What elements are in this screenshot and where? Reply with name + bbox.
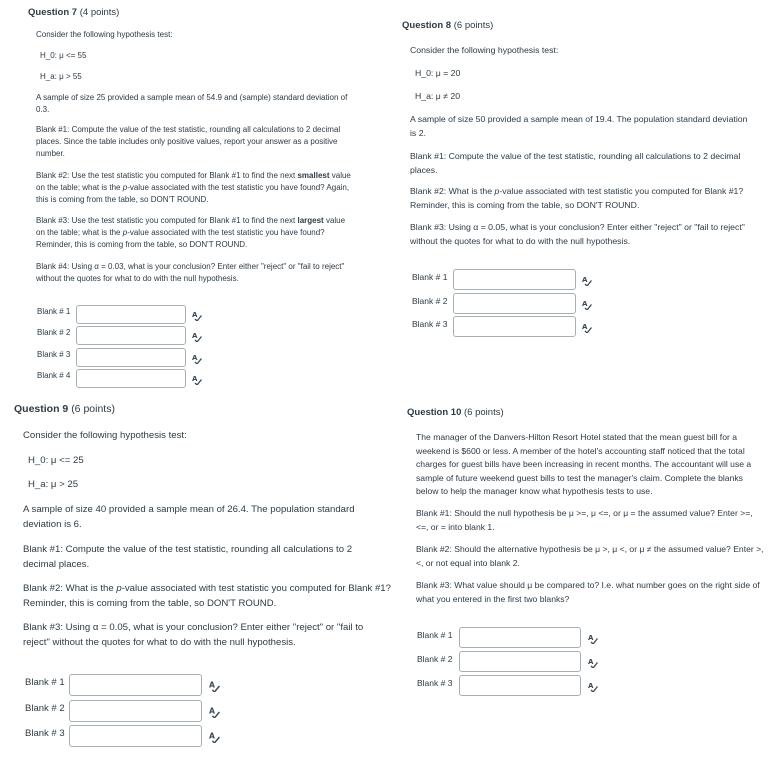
q10-blank-3-input[interactable]: [459, 675, 581, 696]
q8-blank-2-label: Blank # 2: [412, 296, 448, 306]
question-8-title: Question 8 (6 points): [402, 20, 494, 31]
svg-text:A: A: [209, 680, 215, 690]
question-10-title: Question 10 (6 points): [407, 407, 504, 418]
q7-blank-3-input[interactable]: [76, 348, 186, 367]
spell-check-icon[interactable]: [209, 731, 220, 743]
question-9-points: (6 points): [71, 403, 115, 415]
spell-check-icon[interactable]: [192, 310, 202, 321]
svg-text:A: A: [192, 332, 198, 340]
q7-blank-2-label: Blank # 2: [37, 328, 71, 337]
q8-blank-3-input[interactable]: [453, 316, 576, 337]
q8-null-hypothesis: H_0: μ = 20: [415, 68, 461, 78]
q7-blank-4-label: Blank # 4: [37, 371, 71, 380]
q9-blank3-instructions: Blank #3: Using α = 0.05, what is your conclusion? Enter either "reject" or "fail to reject" without the quotes for what to do with the null hypothesis.: [23, 622, 364, 648]
question-7-points: (4 points): [79, 7, 120, 18]
svg-text:A: A: [582, 300, 588, 308]
q10-blank1-instructions: Blank #1: Should the null hypothesis be μ >=, μ <=, or μ = the assumed value? Enter >=, <=, or = into blank 1.: [416, 508, 753, 532]
q7-blank1-instructions: Blank #1: Compute the value of the test statistic, rounding all calculations to 2 decimal places. Since the table includes only positive values, report your answer as a positive number.: [36, 125, 341, 158]
spell-check-icon[interactable]: [582, 299, 592, 310]
q9-alt-hypothesis: H_a: μ > 25: [28, 479, 79, 490]
svg-text:A: A: [209, 731, 215, 741]
svg-text:A: A: [588, 634, 594, 642]
q8-blank-1-label: Blank # 1: [412, 272, 448, 282]
q7-alt-hypothesis: H_a: μ > 55: [40, 72, 82, 81]
spell-check-icon[interactable]: [192, 331, 202, 342]
q7-sample-info: A sample of size 25 provided a sample mean of 54.9 and (sample) standard deviation of 0.3.: [36, 93, 348, 114]
q7-blank4-instructions: Blank #4: Using α = 0.03, what is your conclusion? Enter either "reject" or "fail to reject" without the quotes for what to do with the null hypothesis.: [36, 262, 345, 283]
q8-blank2-instructions: Blank #2: What is the p-value associated with test statistic you computed for Blank #1? Reminder, this is coming from the table, so DON'T ROUND.: [410, 186, 744, 210]
q8-blank-3-label: Blank # 3: [412, 319, 448, 329]
svg-text:A: A: [582, 323, 588, 331]
spell-check-icon[interactable]: [192, 353, 202, 364]
q7-blank3-instructions: Blank #3: Use the test statistic you computed for Blank #1 to find the next largest value on the table; what is the p-value associated with the test statistic you have found? Reminder, this is coming from the table, so DON'T ROUND.: [36, 216, 346, 249]
svg-text:A: A: [209, 706, 215, 716]
q10-scenario: The manager of the Danvers-Hilton Resort Hotel stated that the mean guest bill for a weekend is $600 or less. A member of the hotel's accounting staff noticed that the total charges for guest bills have been increasing in recent months. The accountant will use a sample of future weekend guest bills to test the manager's claim. Complete the blanks below to help the manager know what hypothesis tests to use.: [416, 432, 752, 497]
q9-blank-2-label: Blank # 2: [25, 703, 65, 714]
q7-null-hypothesis: H_0: μ <= 55: [40, 51, 87, 60]
q9-null-hypothesis: H_0: μ <= 25: [28, 455, 84, 466]
spell-check-icon[interactable]: [192, 374, 202, 385]
q9-blank-3-input[interactable]: [69, 725, 202, 747]
q10-blank2-instructions: Blank #2: Should the alternative hypothesis be μ >, μ <, or μ ≠ the assumed value? Enter >, <, or not equal into blank 2.: [416, 544, 764, 568]
q9-blank1-instructions: Blank #1: Compute the value of the test statistic, rounding all calculations to 2 decimal places.: [23, 544, 353, 570]
q8-blank-2-input[interactable]: [453, 293, 576, 314]
svg-text:A: A: [588, 658, 594, 666]
spell-check-icon[interactable]: [582, 275, 592, 286]
q10-blank-3-label: Blank # 3: [417, 678, 453, 688]
q10-blank-1-input[interactable]: [459, 627, 581, 648]
svg-text:A: A: [192, 354, 198, 362]
q7-blank-1-label: Blank # 1: [37, 307, 71, 316]
q9-intro: Consider the following hypothesis test:: [23, 430, 187, 441]
question-8: [390, 0, 782, 395]
question-7-title: Question 7 (4 points): [28, 7, 120, 18]
q10-blank-1-label: Blank # 1: [417, 630, 453, 640]
q7-blank-4-input[interactable]: [76, 369, 186, 388]
question-9-title: Question 9 (6 points): [14, 403, 115, 415]
q10-blank3-instructions: Blank #3: What value should μ be compared to? I.e. what number goes on the right side of what you entered in the first two blanks?: [416, 580, 760, 604]
svg-text:A: A: [192, 375, 198, 383]
question-7: [0, 0, 390, 395]
spell-check-icon[interactable]: [588, 681, 598, 692]
svg-text:A: A: [582, 276, 588, 284]
q9-blank-1-label: Blank # 1: [25, 677, 65, 688]
q7-intro: Consider the following hypothesis test:: [36, 30, 173, 39]
q9-blank-1-input[interactable]: [69, 674, 202, 696]
q8-blank1-instructions: Blank #1: Compute the value of the test statistic, rounding all calculations to 2 decimal places.: [410, 151, 741, 175]
svg-text:A: A: [192, 311, 198, 319]
spell-check-icon[interactable]: [209, 680, 220, 692]
q7-blank-2-input[interactable]: [76, 326, 186, 345]
spell-check-icon[interactable]: [588, 633, 598, 644]
q8-blank-1-input[interactable]: [453, 269, 576, 290]
spell-check-icon[interactable]: [209, 706, 220, 718]
question-8-points: (6 points): [453, 20, 494, 31]
q8-sample-info: A sample of size 50 provided a sample mean of 19.4. The population standard deviation is 2.: [410, 114, 748, 138]
q8-blank3-instructions: Blank #3: Using α = 0.05, what is your conclusion? Enter either "reject" or "fail to reject" without the quotes for what to do with the null hypothesis.: [410, 222, 745, 246]
q9-sample-info: A sample of size 40 provided a sample mean of 26.4. The population standard deviation is 6.: [23, 504, 355, 530]
q8-intro: Consider the following hypothesis test:: [410, 45, 559, 55]
spell-check-icon[interactable]: [582, 322, 592, 333]
q7-blank-3-label: Blank # 3: [37, 350, 71, 359]
question-9: [0, 395, 400, 772]
question-10: [400, 395, 782, 772]
q8-alt-hypothesis: H_a: μ ≠ 20: [415, 91, 461, 101]
spell-check-icon[interactable]: [588, 657, 598, 668]
svg-text:A: A: [588, 682, 594, 690]
q7-blank2-instructions: Blank #2: Use the test statistic you computed for Blank #1 to find the next smallest value on the table; what is the p-value associated with the test statistic you have found? Again, this is coming from the table, so DON'T ROUND.: [36, 171, 351, 204]
q10-blank-2-input[interactable]: [459, 651, 581, 672]
q10-blank-2-label: Blank # 2: [417, 654, 453, 664]
question-10-points: (6 points): [464, 407, 504, 418]
q9-blank2-instructions: Blank #2: What is the p-value associated with test statistic you computed for Blank #1? Reminder, this is coming from the table, so DON'T ROUND.: [23, 583, 391, 609]
q7-blank-1-input[interactable]: [76, 305, 186, 324]
q9-blank-3-label: Blank # 3: [25, 728, 65, 739]
q9-blank-2-input[interactable]: [69, 700, 202, 722]
